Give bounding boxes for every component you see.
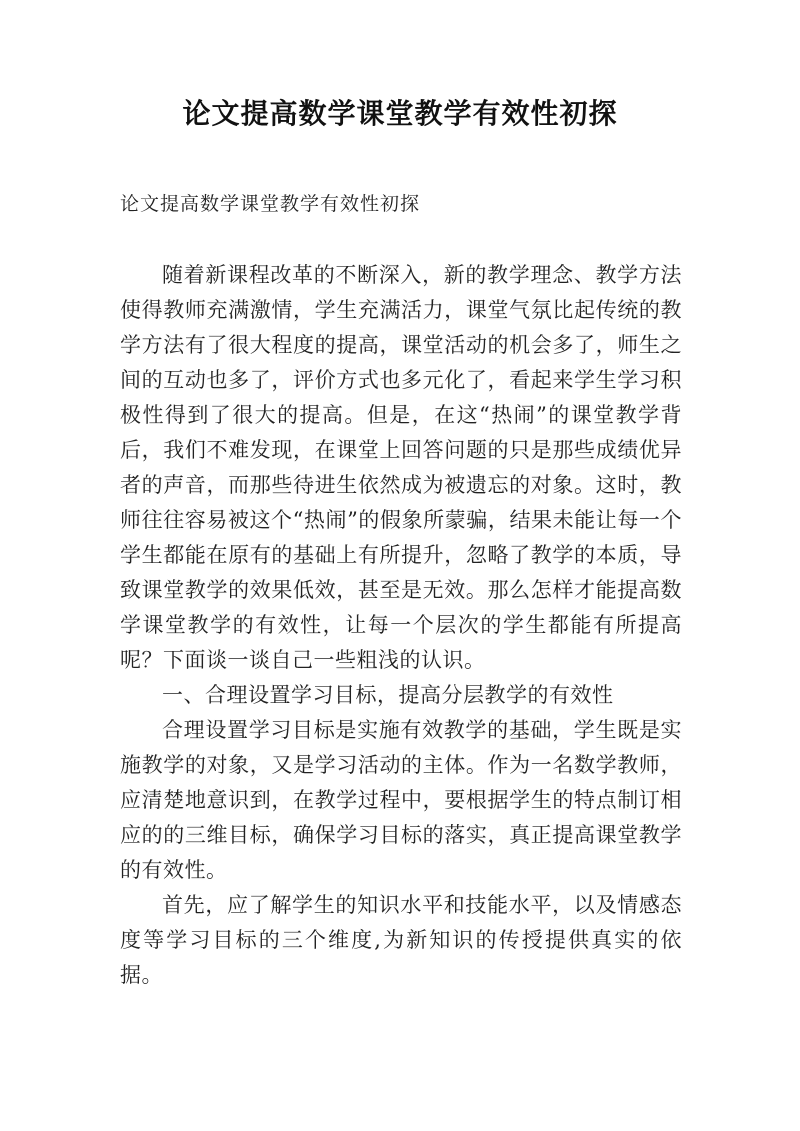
section-heading-1: 一、合理设置学习目标，提高分层教学的有效性	[162, 683, 614, 707]
document-subtitle: 论文提高数学课堂教学有效性初探	[120, 193, 421, 215]
document-body	[120, 258, 682, 993]
paragraph-intro: 随着新课程改革的不断深入，新的教学理念、教学方法使得教师充满激情，学生充满活力，课堂气氛比起传统的教学方法有了很大程度的提高，课堂活动的机会多了，师生之间的互动也多了，评价方式也多元化了，看起来学生学习积极性得到了很大的提高。但是，在这“热闹”的课堂教学背后，我们不难发现，在课堂上回答问题的只是那些成绩优异者的声音，而那些待进生依然成为被遗忘的对象。这时，教师往往容易被这个“热闹”的假象所蒙骗，结果未能让每一个学生都能在原有的基础上有所提升，忽略了教学的本质，导致课堂教学的效果低效，甚至是无效。那么怎样才能提高数学课堂教学的有效性，让每一个层次的学生都能有所提高呢？下面谈一谈自己一些粗浅的认识。	[120, 263, 682, 672]
paragraph-goals: 合理设置学习目标是实施有效教学的基础，学生既是实施教学的对象，又是学习活动的主体。作为一名数学教师，应清楚地意识到，在教学过程中，要根据学生的特点制订相应的的三维目标，确保学习目标的落实，真正提高课堂教学的有效性。	[120, 718, 682, 882]
paragraph-first: 首先，应了解学生的知识水平和技能水平，以及情感态度等学习目标的三个维度,为新知识的传授提供真实的依据。	[120, 893, 682, 987]
document-title: 论文提高数学课堂教学有效性初探	[182, 97, 618, 130]
